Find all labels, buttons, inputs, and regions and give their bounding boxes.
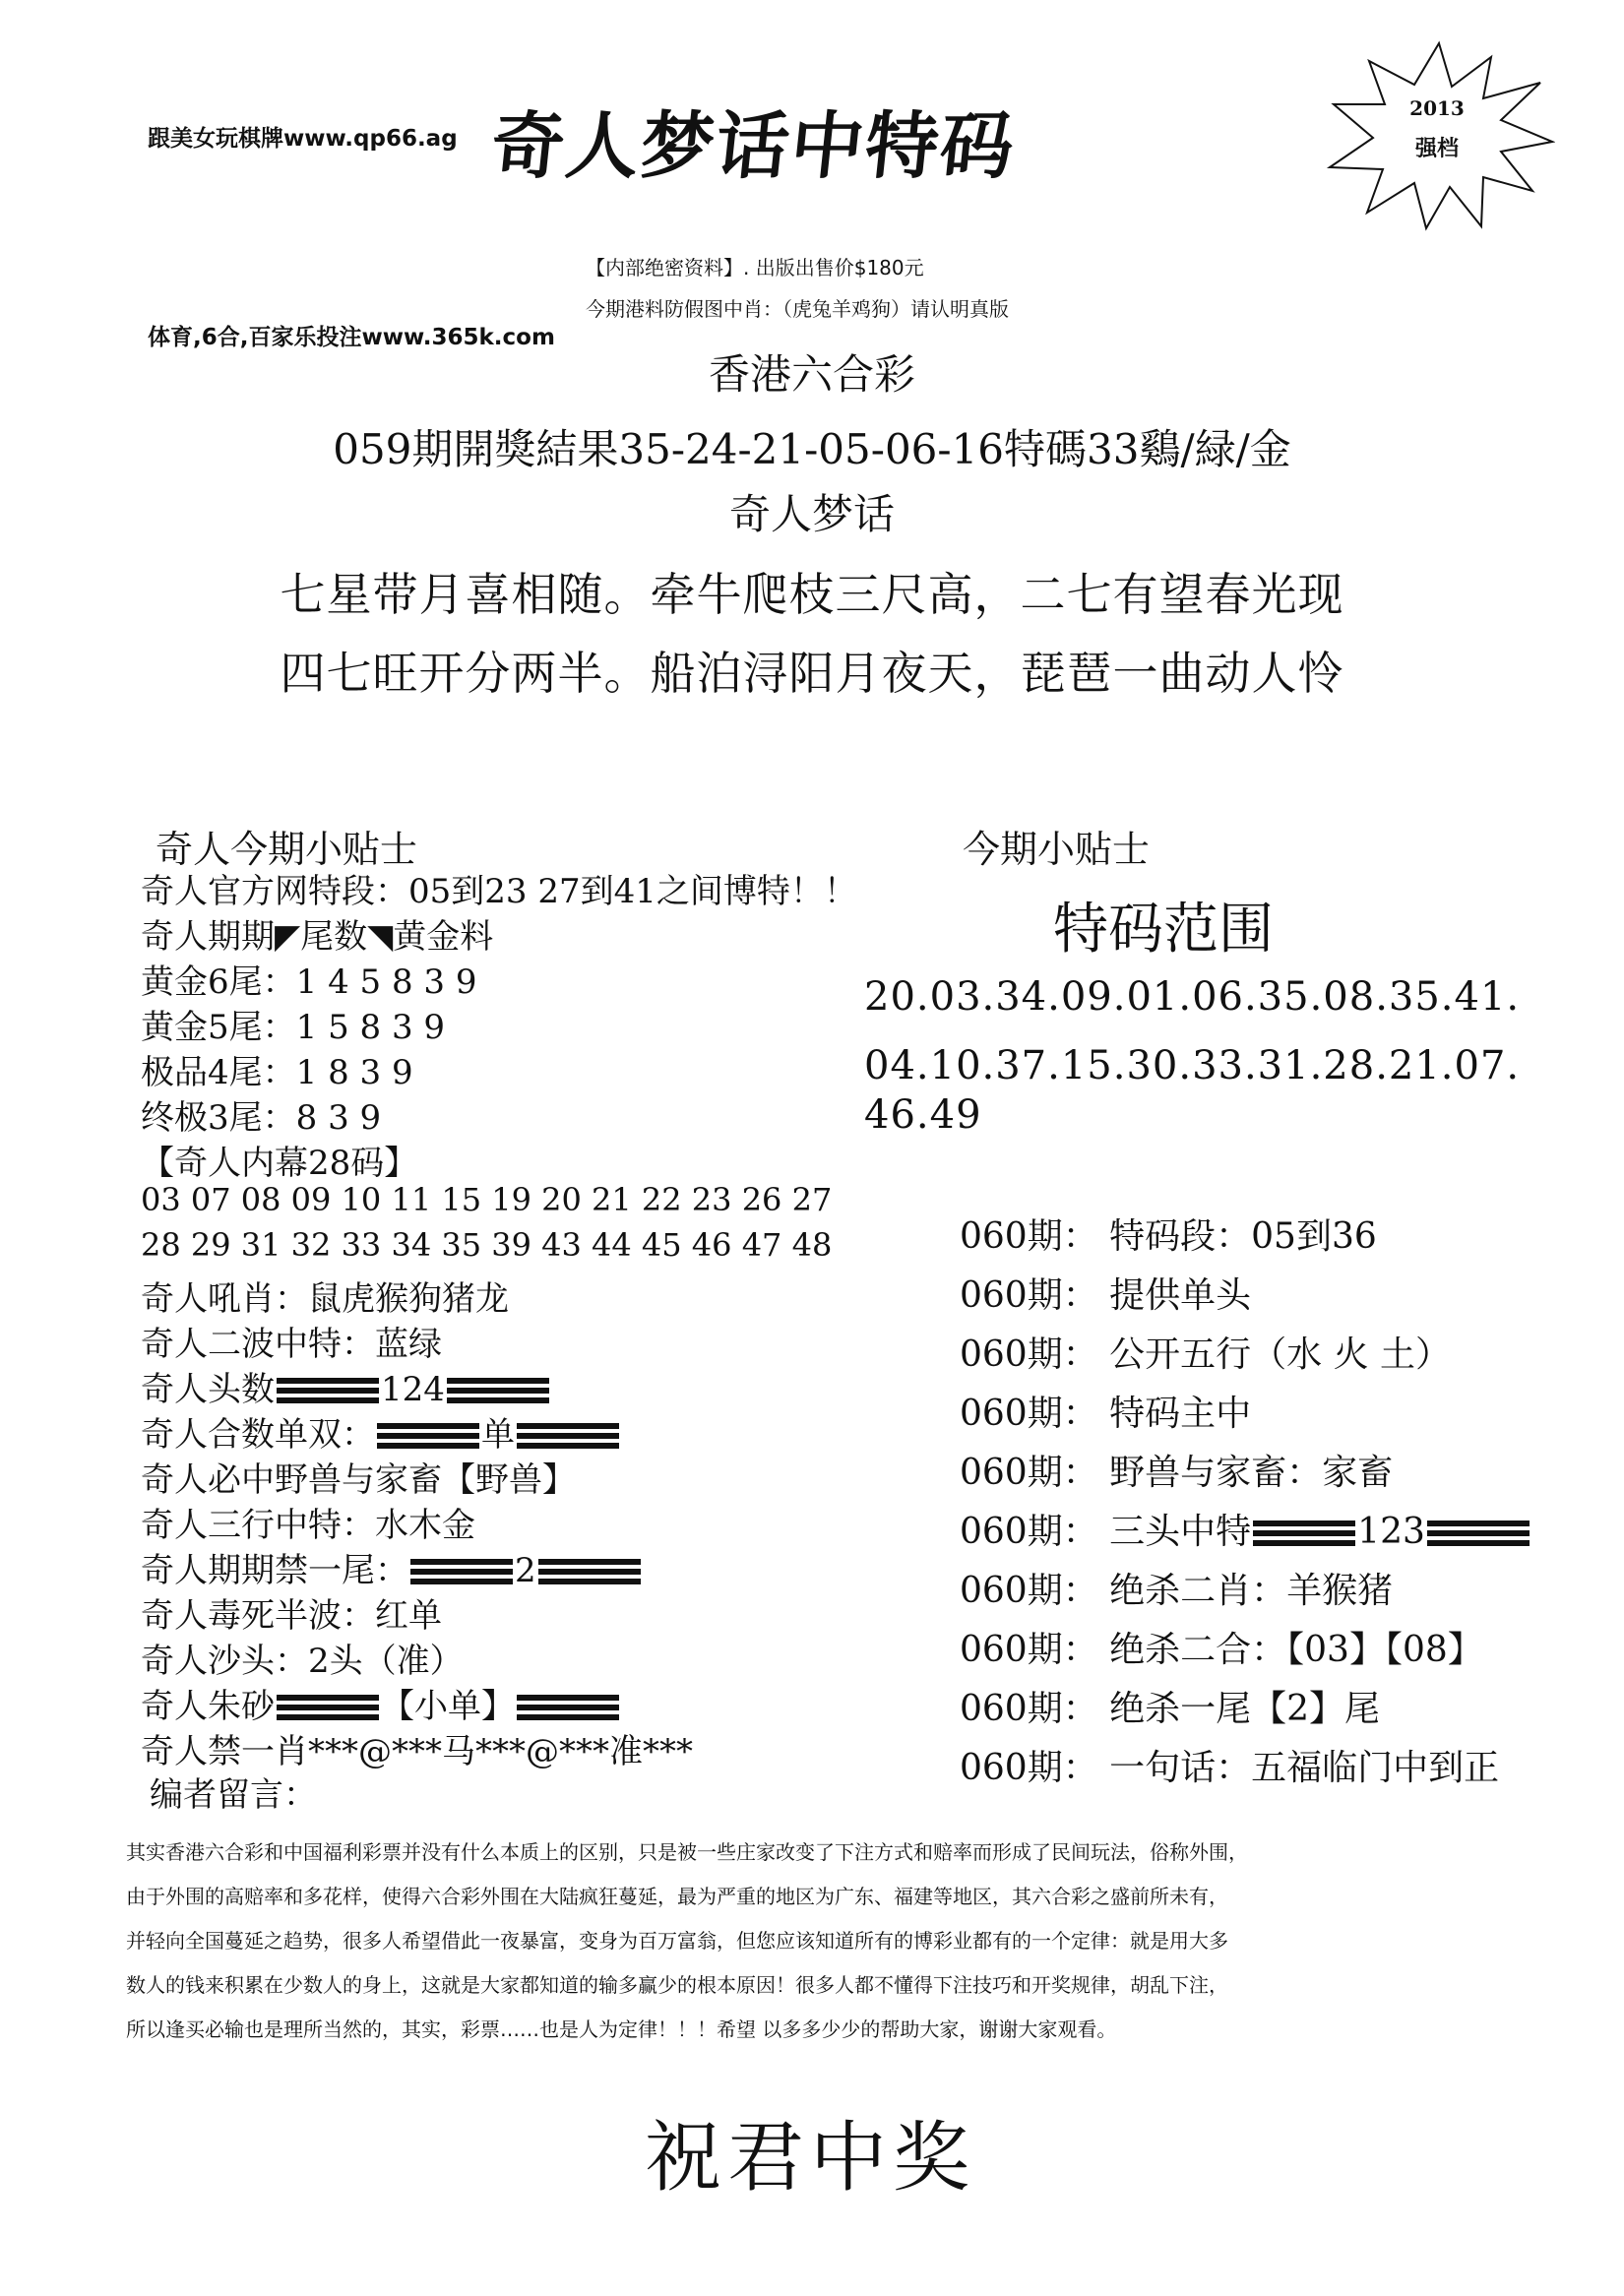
ad-link-qp66[interactable]: 跟美女玩棋牌www.qp66.ag	[148, 126, 458, 152]
left-number-row: 28 29 31 32 33 34 35 39 43 44 45 46 47 48	[141, 1226, 833, 1264]
left-tip-line: 奇人吼肖：鼠虎猴狗猪龙	[141, 1279, 509, 1319]
paragraph-line: 数人的钱来积累在少数人的身上，这就是大家都知道的输多赢少的根本原因！很多人都不懂得下注技巧和开奖规律，胡乱下注，	[126, 1973, 1228, 1997]
left-number-row: 03 07 08 09 10 11 15 19 20 21 22 23 26 27	[141, 1181, 833, 1218]
lottery-name: 香港六合彩	[708, 350, 915, 399]
touqu-label: 奇人头数	[141, 1370, 275, 1409]
left-tip-line: 黄金6尾：1 4 5 8 3 9	[141, 962, 477, 1002]
left-heshu-line	[141, 1407, 621, 1456]
bar-decoration	[517, 1423, 619, 1449]
left-tip-line: 黄金5尾：1 5 8 3 9	[141, 1008, 446, 1047]
heshu-label: 奇人合数单双：	[141, 1415, 375, 1455]
right-tip-line: 060期： 野兽与家畜：家畜	[960, 1453, 1394, 1493]
badge-text: 强档	[1414, 137, 1459, 161]
section-title: 奇人梦话	[728, 490, 895, 538]
bar-decoration	[447, 1378, 549, 1403]
right-tip-line: 060期： 绝杀二肖：羊猴猪	[960, 1571, 1394, 1611]
right-santou-line	[960, 1504, 1531, 1554]
left-heading: 奇人今期小贴士	[156, 828, 418, 871]
zhusha-label: 奇人朱砂	[141, 1687, 275, 1726]
poem-line-2: 四七旺开分两半。船泊浔阳月夜天，琵琶一曲动人怜	[280, 647, 1344, 700]
paragraph-line: 其实香港六合彩和中国福利彩票并没有什么本质上的区别，只是被一些庄家改变了下注方式和赔率而形成了民间玩法，俗称外围，	[126, 1840, 1248, 1864]
right-tip-line: 060期： 特码段：05到36	[960, 1216, 1377, 1257]
santou-value: 123	[1357, 1512, 1425, 1552]
santou-label: 060期： 三头中特	[960, 1512, 1252, 1552]
range-numbers-row: 46.49	[864, 1092, 982, 1138]
right-tip-line: 060期： 绝杀一尾【2】尾	[960, 1689, 1381, 1729]
left-tip-line: 终极3尾：8 3 9	[141, 1098, 382, 1138]
range-title: 特码范围	[1053, 898, 1274, 962]
range-numbers-row: 04.10.37.15.30.33.31.28.21.07.	[864, 1043, 1521, 1088]
paragraph-line: 所以逢买必输也是理所当然的，其实，彩票……也是人为定律！！！希望 以多多少少的帮助大家，谢谢大家观看。	[126, 2017, 1117, 2041]
paragraph-line: 并轻向全国蔓延之趋势，很多人希望借此一夜暴富，变身为百万富翁，但您应该知道所有的博彩业都有的一个定律：就是用大多	[126, 1929, 1228, 1953]
bar-decoration	[517, 1695, 619, 1720]
left-jin-line	[141, 1543, 643, 1591]
draw-result: 059期開獎結果35-24-21-05-06-16特碼33鷄/緑/金	[333, 425, 1291, 473]
sub-header-price: 【内部绝密资料】. 出版出售价$180元	[586, 256, 924, 279]
left-tip-line: 奇人禁一肖***@***马***@***准***	[141, 1732, 693, 1771]
left-tip-line: 奇人必中野兽与家畜【野兽】	[141, 1460, 576, 1500]
bar-decoration	[277, 1695, 379, 1720]
ad-link-365k[interactable]: 体育,6合,百家乐投注www.365k.com	[148, 325, 555, 350]
badge-year: 2013	[1409, 96, 1465, 120]
bar-decoration	[538, 1559, 641, 1584]
right-heading: 今期小贴士	[963, 828, 1151, 871]
bar-decoration	[1427, 1520, 1530, 1546]
range-numbers-row: 20.03.34.09.01.06.35.08.35.41.	[864, 974, 1521, 1020]
footer-blessing: 祝君中奖	[645, 2114, 976, 2203]
page-title: 奇人梦话中特码	[486, 104, 1020, 189]
poem-line-1: 七星带月喜相随。牵牛爬枝三尺高，二七有望春光现	[280, 568, 1344, 621]
right-tip-line: 060期： 绝杀二合：【03】【08】	[960, 1630, 1483, 1670]
right-tip-line: 060期： 一句话：五福临门中到正	[960, 1748, 1500, 1788]
left-tip-line: 奇人沙头：2头（准）	[141, 1642, 464, 1681]
sub-header-notice: 今期港料防假图中肖：（虎兔羊鸡狗）请认明真版	[586, 297, 1009, 321]
zhusha-value: 【小单】	[381, 1687, 515, 1726]
left-tip-line: 极品4尾：1 8 3 9	[141, 1053, 413, 1092]
editor-label: 编者留言：	[150, 1775, 317, 1815]
editor-paragraph	[126, 1831, 1524, 2052]
left-tip-line: 【奇人内幕28码】	[141, 1144, 418, 1183]
left-touqu-line	[141, 1362, 551, 1410]
right-tip-line: 060期： 提供单头	[960, 1275, 1252, 1316]
left-tip-line: 奇人期期◤尾数◥黄金料	[141, 917, 494, 957]
touqu-value: 124	[381, 1370, 445, 1409]
left-tip-line: 奇人官方网特段：05到23 27到41之间博特！！	[141, 872, 857, 911]
left-tip-line: 奇人二波中特：蓝绿	[141, 1325, 442, 1364]
bar-decoration	[410, 1559, 513, 1584]
jin-label: 奇人期期禁一尾：	[141, 1551, 408, 1590]
heshu-value: 单	[481, 1415, 515, 1455]
right-tip-line: 060期： 公开五行（水 火 土）	[960, 1334, 1452, 1375]
bar-decoration	[1253, 1520, 1355, 1546]
paragraph-line: 由于外围的高赔率和多花样，使得六合彩外围在大陆疯狂蔓延，最为严重的地区为广东、福建等地区，其六合彩之盛前所未有，	[126, 1885, 1228, 1908]
left-tip-line: 奇人毒死半波：红单	[141, 1596, 442, 1636]
bar-decoration	[277, 1378, 379, 1403]
left-zhusha-line	[141, 1679, 621, 1727]
bar-decoration	[377, 1423, 479, 1449]
right-tip-line: 060期： 特码主中	[960, 1394, 1252, 1434]
left-tip-line: 奇人三行中特：水木金	[141, 1506, 475, 1545]
jin-value: 2	[515, 1551, 536, 1590]
